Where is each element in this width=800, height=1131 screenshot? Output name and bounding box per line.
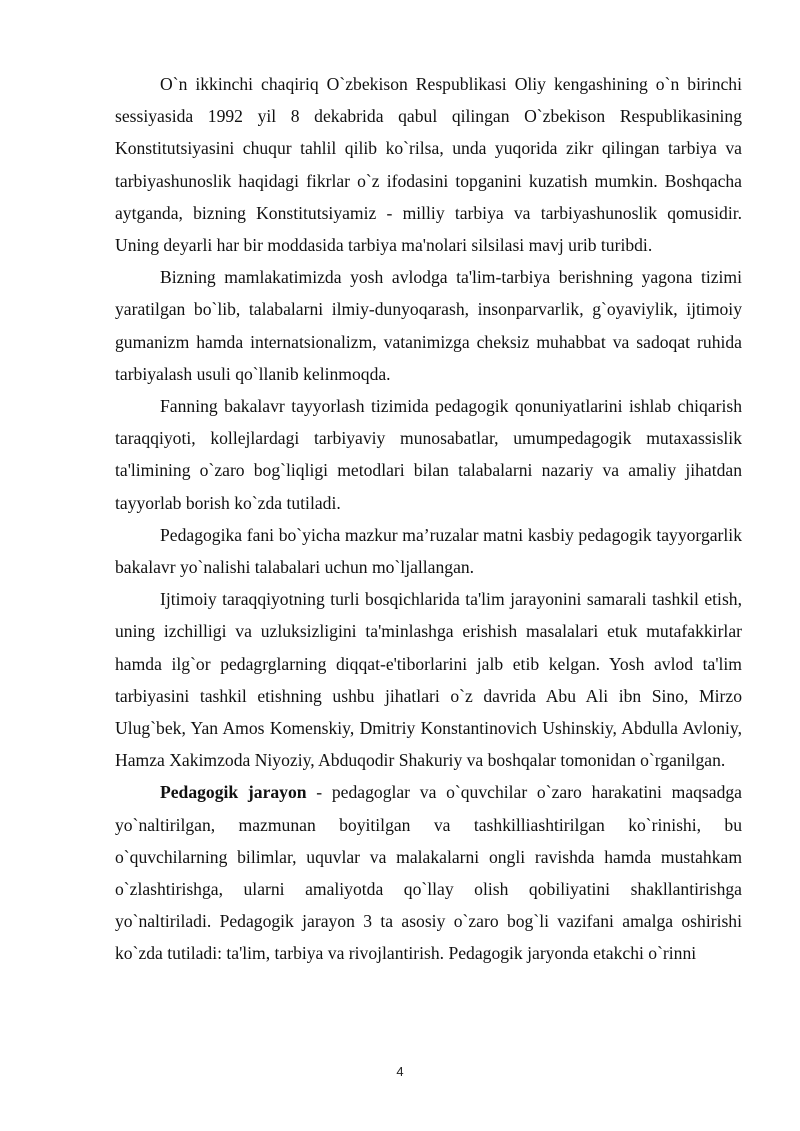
paragraph-pedagogical-process [115, 776, 742, 969]
paragraph-constitution: O`n ikkinchi chaqiriq O`zbekison Respublikasi Oliy kengashining o`n birinchi sessiyasida 1992 yil 8 dekabrida qabul qilingan O`zbekison Respublikasining Konstitutsiyasini chuqur tahlil qilib ko`rilsa, unda yuqorida zikr qilingan tarbiya va tarbiyashunoslik haqidagi fikrlar o`z ifodasini topganini kuzatish mumkin. Boshqacha aytganda, bizning Konstitutsiyamiz - milliy tarbiya va tarbiyashunoslik qomusidir. Uning deyarli har bir moddasida tarbiya ma'nolari silsilasi mavj urib turibdi. [115, 74, 742, 256]
document-page [115, 68, 742, 970]
paragraph-lecture-purpose: Pedagogika fani bo`yicha mazkur ma’ruzalar matni kasbiy pedagogik tayyorgarlik bakalavr yo`nalishi talabalari uchun mo`ljallangan. [115, 524, 742, 578]
definition-text: - pedagoglar va o`quvchilar o`zaro harakatini maqsadga yo`naltirilgan, mazmunan boyitilgan va tashkilliashtirilgan ko`rinishi, bu o`quvchilarning bilimlar, uquvlar va malakalarni ongli ravishda hamda mustahkam o`zlashtirishga, ularni amaliyotda qo`llay olish qobiliyatini shakllantirishga yo`naltiriladi. Pedagogik jarayon 3 ta asosiy o`zaro bog`li vazifani amalga oshirishi ko`zda tutiladi: ta'lim, tarbiya va rivojlantirish. Pedagogik jaryonda etakchi o`rinni [115, 782, 742, 964]
paragraph-education-system: Bizning mamlakatimizda yosh avlodga ta'lim-tarbiya berishning yagona tizimi yaratilgan bo`lib, talabalarni ilmiy-dunyoqarash, insonparvarlik, g`oyaviylik, ijtimoiy gumanizm hamda internatsionalizm, vatanimizga cheksiz muhabbat va sadoqat ruhida tarbiyalash usuli qo`llanib kelinmoqda. [115, 267, 742, 384]
paragraph-historical-scholars: Ijtimoiy taraqqiyotning turli bosqichlarida ta'lim jarayonini samarali tashkil etish, uning izchilligi va uzluksizligini ta'minlashga erishish masalalari etuk mutafakkirlar hamda ilg`or pedagrglarning diqqat-e'tiborlarini jalb etib kelgan. Yosh avlod ta'lim tarbiyasini tashkil etishning ushbu jihatlari o`z davrida Abu Ali ibn Sino, Mirzo Ulug`bek, Yan Amos Komenskiy, Dmitriy Konstantinovich Ushinskiy, Abdulla Avloniy, Hamza Xakimzoda Niyoziy, Abduqodir Shakuriy va boshqalar tomonidan o`rganilgan. [115, 589, 742, 771]
page-number: 4 [396, 1064, 404, 1079]
paragraph-bachelor-training: Fanning bakalavr tayyorlash tizimida pedagogik qonuniyatlarini ishlab chiqarish taraqqiyoti, kollejlardagi tarbiyaviy munosabatlar, umumpedagogik mutaxassislik ta'limining o`zaro bog`liqligi metodlari bilan talabalarni nazariy va amaliy jihatdan tayyorlab borish ko`zda tutiladi. [115, 396, 742, 513]
definition-term: Pedagogik jarayon [160, 782, 307, 803]
